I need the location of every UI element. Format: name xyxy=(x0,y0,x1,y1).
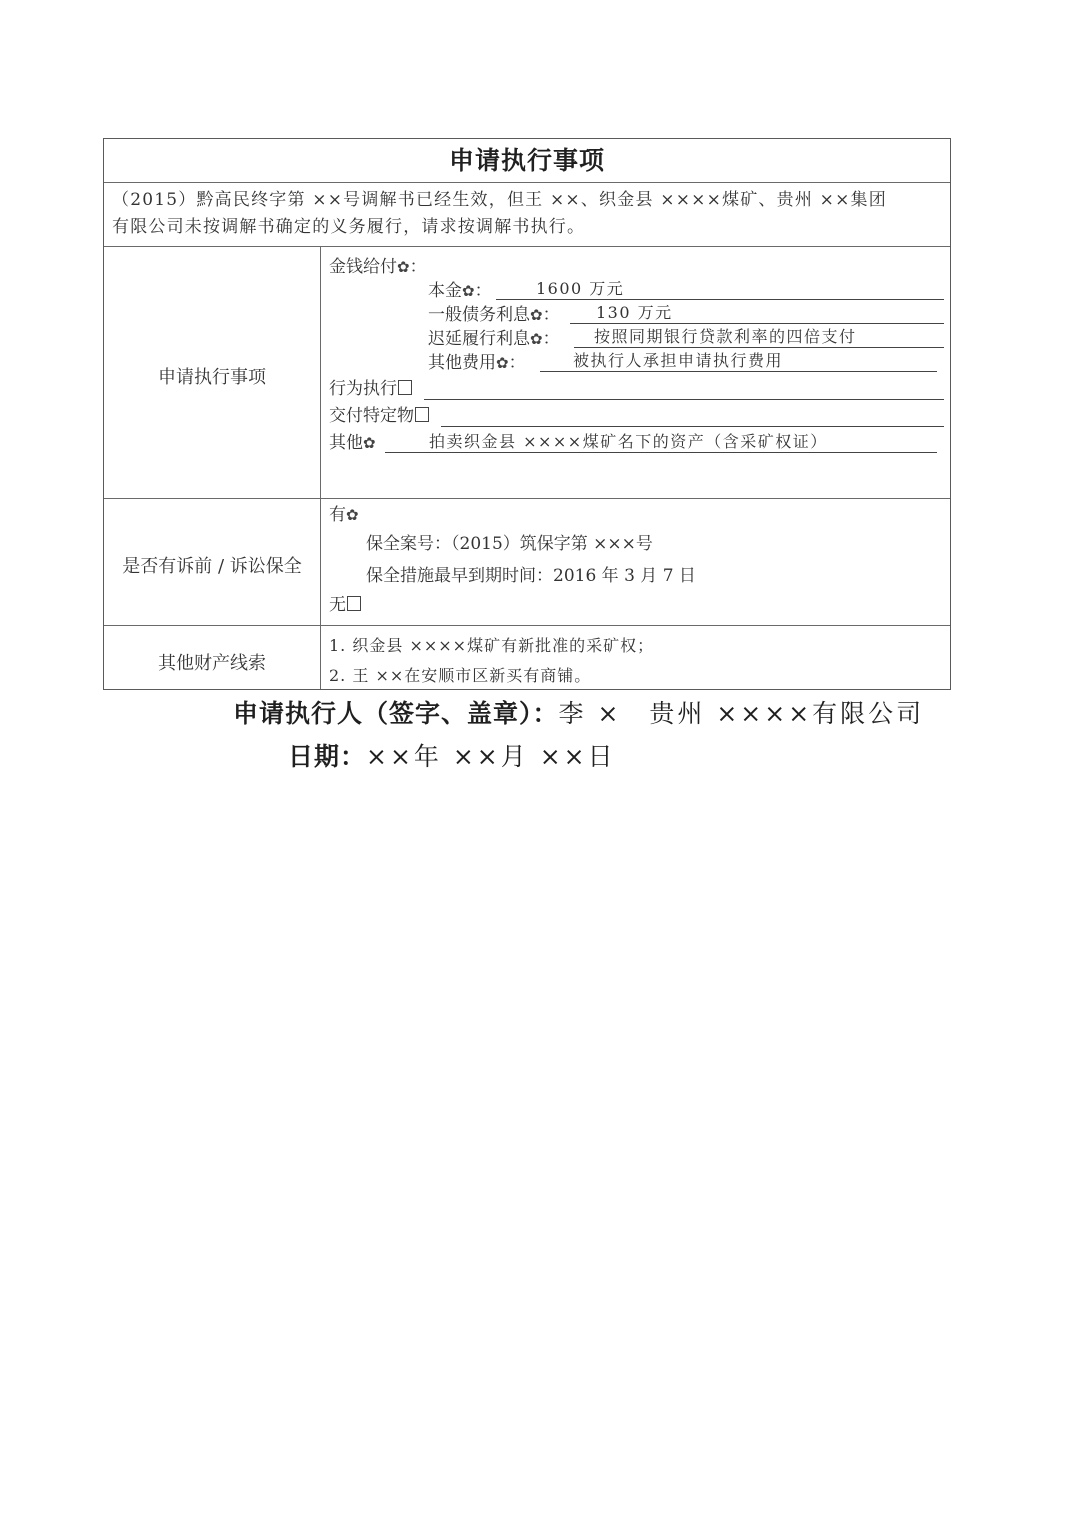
empty-checkbox-icon[interactable] xyxy=(347,596,361,611)
date-value: ××年 ××月 ××日 xyxy=(366,742,616,771)
applicant-signature xyxy=(233,694,924,730)
gear-mark-icon: ✿ xyxy=(530,306,543,324)
debt-interest-row: 一般债务利息✿： xyxy=(428,305,560,325)
application-form xyxy=(103,138,951,690)
debt-interest-label: 一般债务利息 xyxy=(428,305,530,325)
property-label: 其他财产线索 xyxy=(158,653,266,674)
other-fees-label: 其他费用 xyxy=(428,353,496,373)
property-clue: 1. 织金县 ××××煤矿有新批准的采矿权； xyxy=(329,636,655,655)
column-divider xyxy=(320,246,321,689)
principal-label: 本金 xyxy=(428,281,462,301)
divider xyxy=(104,182,950,183)
money-payment-row: 金钱给付✿： xyxy=(329,257,427,277)
money-payment-label: 金钱给付 xyxy=(329,257,397,277)
empty-checkbox-icon[interactable] xyxy=(398,380,412,395)
late-interest-field[interactable]: 按照同期银行贷款利率的四倍支付 xyxy=(574,326,944,348)
other-row xyxy=(329,432,376,454)
divider xyxy=(104,246,950,247)
signature-label: 申请执行人（签字、盖章）： xyxy=(233,699,559,728)
preservation-expiry: 保全措施最早到期时间：2016 年 3 月 7 日 xyxy=(366,566,696,586)
principal-field[interactable]: 1600 万元 xyxy=(496,278,944,300)
other-label: 其他 xyxy=(329,433,363,453)
signature-value: 李 × 贵州 ××××有限公司 xyxy=(558,699,925,728)
form-title: 申请执行事项 xyxy=(448,146,605,175)
late-interest-label: 迟延履行利息 xyxy=(428,329,530,349)
preservation-no-label: 无 xyxy=(329,595,346,615)
preservation-no-row xyxy=(329,594,361,616)
date-label: 日期： xyxy=(288,742,367,771)
delivery-field[interactable] xyxy=(441,405,944,427)
divider xyxy=(104,498,950,499)
property-clue: 2. 王 ××在安顺市区新买有商铺。 xyxy=(329,666,592,685)
gear-mark-icon: ✿ xyxy=(496,354,509,372)
behavior-row xyxy=(329,378,412,400)
intro-line: （2015）黔高民终字第 ××号调解书已经生效，但王 ××、织金县 ××××煤矿、贵州 ××集团 xyxy=(112,190,887,210)
other-fees-row: 其他费用✿： xyxy=(428,353,526,373)
principal-row: 本金✿： xyxy=(428,281,492,301)
late-interest-row: 迟延履行利息✿： xyxy=(428,329,560,349)
matters-label: 申请执行事项 xyxy=(158,367,266,388)
other-field[interactable]: 拍卖织金县 ××××煤矿名下的资产（含采矿权证） xyxy=(385,431,937,453)
preservation-yes-row xyxy=(329,504,359,526)
behavior-field[interactable] xyxy=(424,378,944,400)
other-fees-field[interactable]: 被执行人承担申请执行费用 xyxy=(540,350,937,372)
application-date xyxy=(288,737,616,773)
preservation-label: 是否有诉前 / 诉讼保全 xyxy=(122,556,302,577)
gear-mark-icon: ✿ xyxy=(363,434,376,452)
intro-paragraph xyxy=(112,187,942,241)
divider xyxy=(104,625,950,626)
preservation-yes-label: 有 xyxy=(329,505,346,525)
gear-mark-icon: ✿ xyxy=(462,282,475,300)
gear-mark-icon: ✿ xyxy=(530,330,543,348)
delivery-row xyxy=(329,405,429,427)
debt-interest-field[interactable]: 130 万元 xyxy=(570,302,944,324)
intro-line: 有限公司未按调解书确定的义务履行，请求按调解书执行。 xyxy=(112,217,586,237)
behavior-label: 行为执行 xyxy=(329,379,397,399)
delivery-label: 交付特定物 xyxy=(329,406,414,426)
preservation-case-number: 保全案号：（2015）筑保字第 ×××号 xyxy=(366,534,653,554)
empty-checkbox-icon[interactable] xyxy=(415,407,429,422)
gear-mark-icon: ✿ xyxy=(346,506,359,524)
gear-mark-icon: ✿ xyxy=(397,258,410,276)
